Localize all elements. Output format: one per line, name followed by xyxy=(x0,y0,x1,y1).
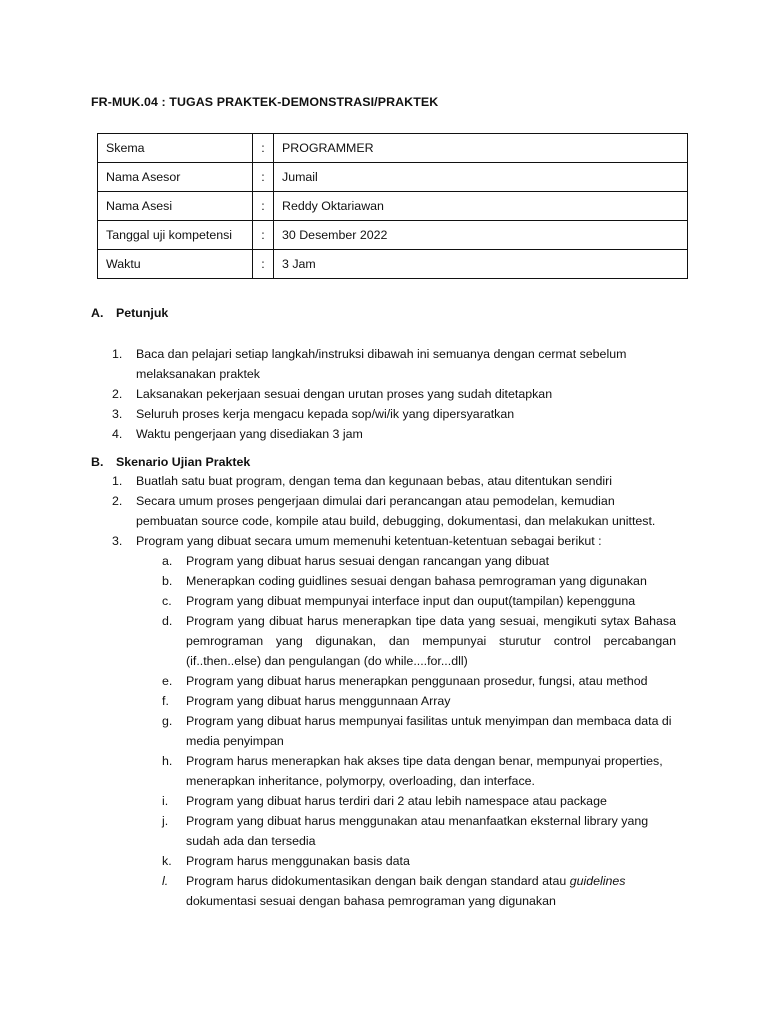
skenario-list xyxy=(112,471,676,551)
row-value: Jumail xyxy=(274,163,688,192)
item-number: 4. xyxy=(112,427,123,441)
petunjuk-list xyxy=(112,344,676,444)
item-letter: c. xyxy=(162,594,172,608)
table-row xyxy=(98,221,688,250)
table-row xyxy=(98,163,688,192)
list-item xyxy=(162,791,676,811)
item-text: Program yang dibuat harus terdiri dari 2 atau lebih namespace atau package xyxy=(186,794,607,808)
item-letter: f. xyxy=(162,694,169,708)
item-text: Program yang dibuat secara umum memenuhi ketentuan-ketentuan sebagai berikut : xyxy=(136,534,602,548)
item-number: 1. xyxy=(112,474,123,488)
section-letter: B. xyxy=(91,455,104,469)
row-colon: : xyxy=(253,134,274,163)
item-number: 2. xyxy=(112,494,123,508)
row-colon: : xyxy=(253,250,274,279)
row-value: 3 Jam xyxy=(274,250,688,279)
list-item xyxy=(112,344,676,384)
item-letter: g. xyxy=(162,714,173,728)
list-item xyxy=(112,471,676,491)
item-text: Program yang dibuat harus mempunyai fasilitas untuk menyimpan dan membaca data di media penyimpan xyxy=(186,714,672,748)
list-item xyxy=(162,871,676,911)
item-number: 3. xyxy=(112,534,123,548)
item-text: Program yang dibuat mempunyai interface input dan ouput(tampilan) kepengguna xyxy=(186,594,636,608)
row-label: Nama Asesi xyxy=(98,192,253,221)
row-value: Reddy Oktariawan xyxy=(274,192,688,221)
item-number: 3. xyxy=(112,407,123,421)
list-item xyxy=(162,851,676,871)
list-item xyxy=(162,591,676,611)
item-text: Program yang dibuat harus menggunakan atau menanfaatkan eksternal library yang sudah ada dan tersedia xyxy=(186,814,649,848)
section-title: Petunjuk xyxy=(116,306,169,320)
list-item xyxy=(162,571,676,591)
row-value: 30 Desember 2022 xyxy=(274,221,688,250)
list-item xyxy=(162,811,676,851)
item-letter: d. xyxy=(162,614,173,628)
ketentuan-sublist xyxy=(162,551,676,911)
item-text: Seluruh proses kerja mengacu kepada sop/wi/ik yang dipersyaratkan xyxy=(136,407,515,421)
item-letter: k. xyxy=(162,854,172,868)
item-text: Waktu pengerjaan yang disediakan 3 jam xyxy=(136,427,363,441)
item-letter: l. xyxy=(162,874,169,888)
table-row xyxy=(98,250,688,279)
item-text: Laksanakan pekerjaan sesuai dengan urutan proses yang sudah ditetapkan xyxy=(136,387,553,401)
item-text: Menerapkan coding guidlines sesuai dengan bahasa pemrograman yang digunakan xyxy=(186,574,647,588)
item-text-after: dokumentasi sesuai dengan bahasa pemrograman yang digunakan xyxy=(186,894,556,908)
item-letter: e. xyxy=(162,674,173,688)
item-text: Baca dan pelajari setiap langkah/instruksi dibawah ini semuanya dengan cermat sebelum melaksanakan praktek xyxy=(136,347,627,381)
row-label: Nama Asesor xyxy=(98,163,253,192)
row-value: PROGRAMMER xyxy=(274,134,688,163)
item-letter: b. xyxy=(162,574,173,588)
list-item xyxy=(162,671,676,691)
section-letter: A. xyxy=(91,306,104,320)
list-item xyxy=(162,551,676,571)
item-number: 2. xyxy=(112,387,123,401)
list-item xyxy=(112,491,676,531)
row-colon: : xyxy=(253,221,274,250)
section-b-heading xyxy=(91,452,250,472)
document-title: FR-MUK.04 : TUGAS PRAKTEK-DEMONSTRASI/PRAKTEK xyxy=(91,95,439,109)
list-item xyxy=(162,691,676,711)
item-text-before: Program harus didokumentasikan dengan baik dengan standard atau xyxy=(186,874,570,888)
item-text-italic: guidelines xyxy=(569,874,626,888)
item-letter: i. xyxy=(162,794,169,808)
row-label: Waktu xyxy=(98,250,253,279)
item-letter: a. xyxy=(162,554,173,568)
item-text: Program yang dibuat harus menerapkan penggunaan prosedur, fungsi, atau method xyxy=(186,674,648,688)
item-number: 1. xyxy=(112,347,123,361)
row-colon: : xyxy=(253,192,274,221)
table-row xyxy=(98,134,688,163)
section-title: Skenario Ujian Praktek xyxy=(116,455,251,469)
list-item xyxy=(112,531,676,551)
item-text: Program yang dibuat harus sesuai dengan rancangan yang dibuat xyxy=(186,554,550,568)
item-text: Program yang dibuat harus menggunnaan Array xyxy=(186,694,451,708)
list-item xyxy=(162,711,676,751)
item-text: Buatlah satu buat program, dengan tema dan kegunaan bebas, atau ditentukan sendiri xyxy=(136,474,613,488)
item-text: Program yang dibuat harus menerapkan tipe data yang sesuai, mengikuti sytax Bahasa pemrograman yang digunakan, dan mempunyai sturutur control percabangan (if..then..else) dan pengulangan (do while....for...dll) xyxy=(186,614,676,668)
item-text: Secara umum proses pengerjaan dimulai dari perancangan atau pemodelan, kemudian pembuatan source code, kompile atau build, debugging, dokumentasi, dan melakukan unittest. xyxy=(136,494,656,528)
table-row xyxy=(98,192,688,221)
section-a-heading xyxy=(91,303,168,323)
item-text: Program harus menggunakan basis data xyxy=(186,854,410,868)
list-item xyxy=(112,424,676,444)
item-letter: j. xyxy=(162,814,169,828)
list-item xyxy=(162,611,676,671)
item-text: Program harus menerapkan hak akses tipe data dengan benar, mempunyai properties, menerapkan inheritance, polymorpy, overloading, dan interface. xyxy=(186,754,663,788)
list-item xyxy=(112,404,676,424)
row-label: Tanggal uji kompetensi xyxy=(98,221,253,250)
list-item xyxy=(162,751,676,791)
item-letter: h. xyxy=(162,754,173,768)
row-colon: : xyxy=(253,163,274,192)
info-table xyxy=(97,133,688,279)
list-item xyxy=(112,384,676,404)
row-label: Skema xyxy=(98,134,253,163)
